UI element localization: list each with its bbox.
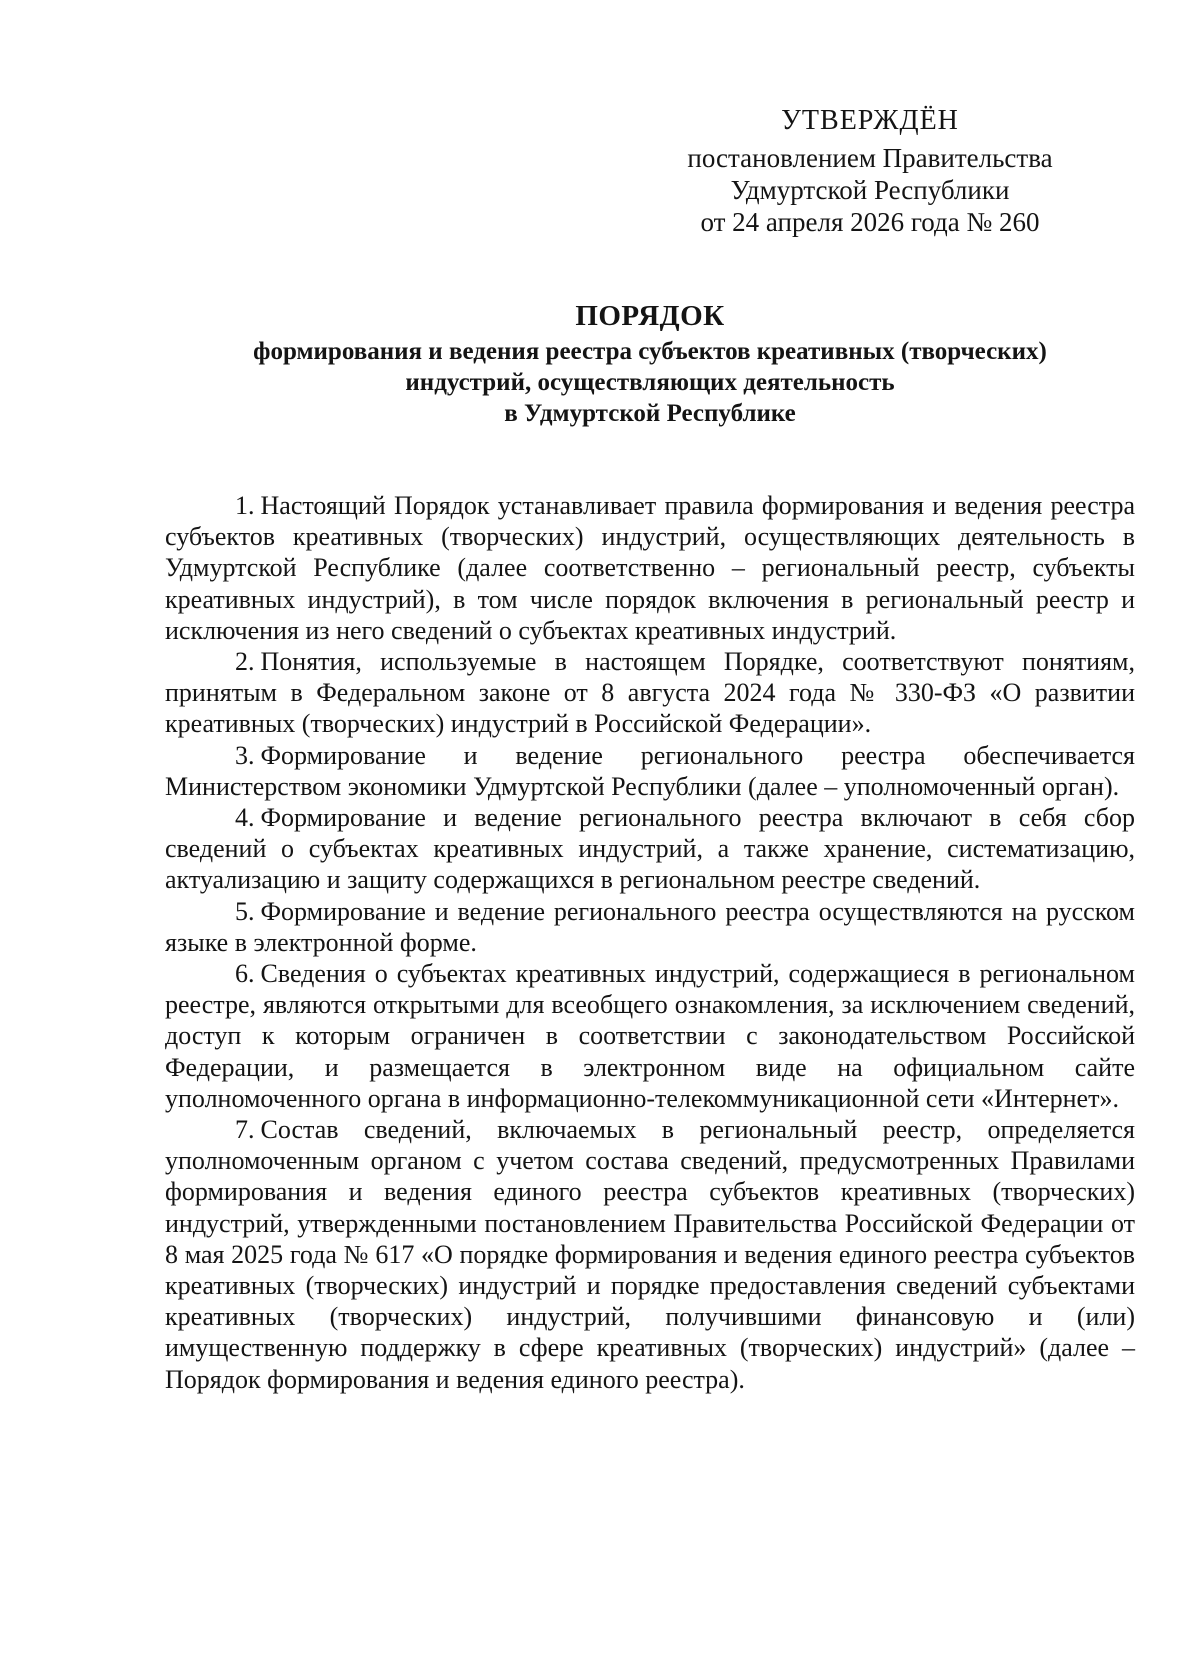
document-heading [165,298,1135,429]
approval-line: от 24 апреля 2026 года № 260 [700,207,1040,237]
approval-line: постановлением Правительства [687,143,1053,173]
paragraph-text: Формирование и ведение регионального реестра обеспечивается Министерством экономики Удмуртской Республики (далее – уполномоченный орган). [165,740,1135,801]
document-title: ПОРЯДОК [575,300,725,332]
paragraph-text: Понятия, используемые в настоящем Порядке, соответствуют понятиям, принятым в Федеральном законе от 8 августа 2024 года № 330-ФЗ «О развитии креативных (творческих) индустрий в Российской Федерации». [165,647,1135,739]
paragraph-7 [165,1114,1135,1395]
paragraph-text: Состав сведений, включаемых в региональный реестр, определяется уполномоченным органом с учетом состава сведений, предусмотренных Правилами формирования и ведения единого реестра субъектов креативных (творческих) индустрий, утвержденными постановлением Правительства Российской Федерации от 8 мая 2025 года № 617 «О порядке формирования и ведения единого реестра субъектов креативных (творческих) индустрий и порядке предоставления сведений субъектами креативных (творческих) индустрий, получившими финансовую и (или) имущественную поддержку в сфере креативных (творческих) индустрий» (далее – Порядок формирования и ведения единого реестра). [165,1115,1135,1394]
document-subtitle-line: формирования и ведения реестра субъектов креативных (творческих) [253,338,1047,365]
paragraph-2 [165,646,1135,740]
paragraph-5 [165,896,1135,958]
approval-block [660,104,1080,238]
paragraph-text: Настоящий Порядок устанавливает правила формирования и ведения реестра субъектов креативных (творческих) индустрий, осуществляющих деятельность в Удмуртской Республике (далее соответственно – региональный реестр, субъекты креативных индустрий), в том числе порядок включения в региональный реестр и исключения из него сведений о субъектах креативных индустрий. [165,491,1135,645]
paragraph-number: 3. [235,740,255,770]
paragraph-4 [165,802,1135,896]
document-subtitle-line: индустрий, осуществляющих деятельность [405,369,895,396]
paragraph-text: Формирование и ведение регионального реестра включают в себя сбор сведений о субъектах креативных индустрий, а также хранение, систематизацию, актуализацию и защиту содержащихся в региональном реестре сведений. [165,803,1135,895]
paragraph-number: 1. [235,491,255,520]
paragraph-number: 6. [235,959,255,989]
paragraph-number: 4. [235,803,255,833]
paragraph-number: 7. [235,1115,255,1145]
document-body [165,490,1135,1395]
paragraph-number: 5. [235,896,255,926]
paragraph-6 [165,958,1135,1114]
paragraph-text: Формирование и ведение регионального реестра осуществляются на русском языке в электронной форме. [165,896,1135,957]
paragraph-text: Сведения о субъектах креативных индустрий, содержащиеся в региональном реестре, являются открытыми для всеобщего ознакомления, за исключением сведений, доступ к которым ограничен в соответствии с законодательством Российской Федерации, и размещается в электронном виде на официальном сайте уполномоченного органа в информационно-телекоммуникационной сети «Интернет». [165,959,1135,1113]
paragraph-3 [165,740,1135,802]
paragraph-number: 2. [235,647,255,677]
paragraph-1 [165,490,1135,646]
approval-heading: УТВЕРЖДЁН [781,105,959,136]
document-subtitle-line: в Удмуртской Республике [504,400,796,427]
approval-line: Удмуртской Республики [730,175,1010,205]
